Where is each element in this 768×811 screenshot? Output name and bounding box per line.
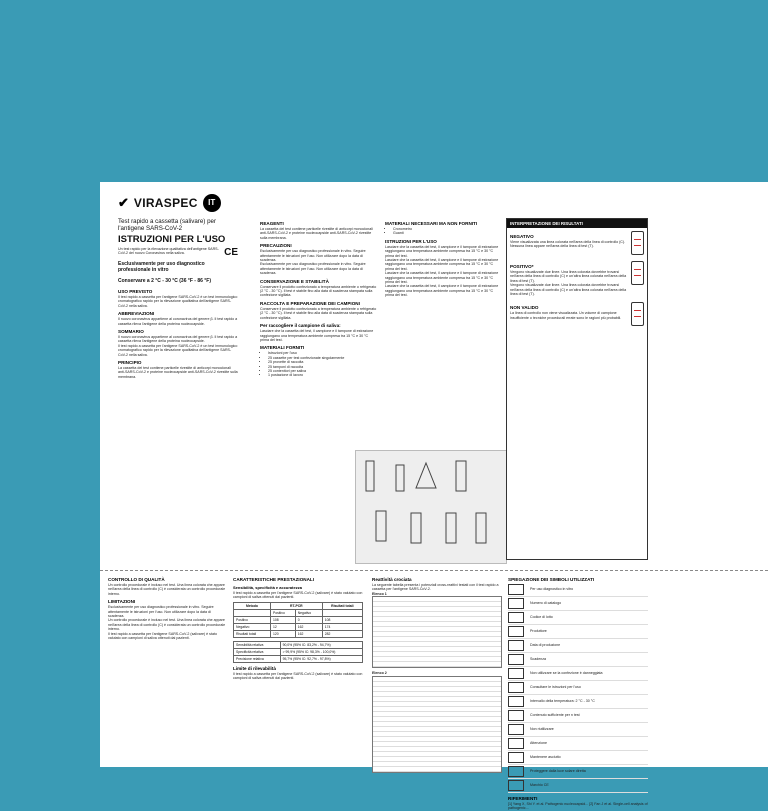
- symbol-row: [508, 583, 648, 597]
- list-item: • 25 tamponi di raccolta: [268, 365, 378, 369]
- heading-limite: Limite di rilevabilità: [233, 665, 276, 671]
- table-row: Precisione relativa 95,7% (95% IC: 92,7% - 97,8%): [234, 655, 363, 662]
- column-symbols: [508, 574, 648, 811]
- performance-table: [233, 602, 363, 638]
- heading-limitazioni: LIMITAZIONI: [108, 599, 136, 605]
- paragraph-riferimenti: [1] Yang X, Shi Y. et al. Pathogenic nucleocapsid... [2] Fan J et al. Single-cell analysis of pathogenic...: [508, 802, 648, 811]
- label-elenco-1: Elenco 1: [372, 591, 387, 596]
- paragraph-controllo-qualita: Un controllo procedurale è incluso nel test. Una linea colorata che appare nell'area della linea di controllo (C) è considerata un controllo procedurale interno.: [108, 583, 226, 596]
- heading-sensibilita: Sensibilità, specificità e accuratezza: [233, 585, 302, 590]
- column-quality: [108, 574, 226, 640]
- heading-principio: PRINCIPIO: [118, 360, 142, 366]
- symbol-label: Mantenere asciutto: [530, 755, 561, 760]
- storage-note: Conservare a 2 °C - 30 °C (36 °F - 86 °F): [118, 278, 212, 284]
- symbol-label: Non utilizzare se la confezione è danneggiata: [530, 671, 603, 676]
- symbol-label: Consultare le istruzioni per l'uso: [530, 685, 581, 690]
- professional-use-note: Esclusivamente per uso diagnostico professionale in vitro: [118, 261, 205, 273]
- symbol-label: Produttore: [530, 629, 547, 634]
- symbol-row: [508, 653, 648, 667]
- symbol-label: Numero di catalogo: [530, 601, 562, 606]
- paragraph-reattivita: La seguente tabella presenta i potenziali cross-reattivi testati con il test rapido a cassetta per l'antigene SARS-CoV-2.: [372, 583, 499, 592]
- viraspec-logo-icon: ✔: [118, 195, 129, 210]
- list-item: • Cronometro: [393, 227, 501, 231]
- symbol-row: [508, 751, 648, 765]
- column-performance: [233, 574, 363, 681]
- symbol-row: [508, 779, 648, 793]
- paragraph-precauzioni: Esclusivamente per uso diagnostico professionale in vitro. Seguire attentamente le istruzioni per l'uso. Non utilizzare dopo la data di scadenza.: [260, 249, 366, 263]
- symbol-row: [508, 611, 648, 625]
- cross-reactivity-table-2: [372, 676, 502, 773]
- paragraph-sensibilita: Il test rapido a cassetta per l'antigene SARS-CoV-2 (salivare) è stato valutato con campioni di saliva ottenuti dai pazienti.: [233, 591, 363, 600]
- column-2: [260, 218, 378, 378]
- interpretation-box: [506, 218, 648, 560]
- symbol-row: [508, 681, 648, 695]
- table-row: Positivo 108 0 108: [234, 616, 363, 623]
- heading-raccolta-saliva: Per raccogliere il campione di saliva:: [260, 323, 341, 329]
- symbol-row: [508, 639, 648, 653]
- list-item: • 25 cassette per test confezionate singolarmente: [268, 356, 378, 360]
- symbol-row: [508, 695, 648, 709]
- paragraph-non-valido: La linea di controllo non viene visualizzata. Un volume di campione insufficiente o tecniche procedurali errate sono le ragioni più probabili.: [510, 311, 622, 320]
- brand-name: VIRASPEC: [133, 196, 198, 210]
- heading-simboli: SPIEGAZIONE DEI SIMBOLI UTILIZZATI: [508, 577, 595, 582]
- paragraph-sommario-2: Il test rapido a cassetta per l'antigene SARS-CoV-2 è un test immunologico cromatografico rapido per la rilevazione qualitativa dell'antigene SARS-CoV-2 nella saliva.: [118, 343, 238, 357]
- paragraph-raccolta: Conservare il prodotto confezionato a temperatura ambiente o refrigerato (2 °C - 30 °C). Il test è stabile fino alla data di scadenza stampata sulla confezione sigillata.: [260, 306, 377, 320]
- column-cross-reactivity: [372, 574, 502, 773]
- symbol-row: [508, 723, 648, 737]
- paragraph-positivo: Vengono visualizzate due linee. Una linea colorata dovrebbe trovarsi nell'area della linea di controllo (C) e un'altra linea colorata nell'area della linea di test (T).: [510, 270, 627, 283]
- paragraph-precauzioni-2: Esclusivamente per uso diagnostico professionale in vitro. Seguire attentamente le istruzioni per l'uso. Non utilizzare dopo la data di scadenza.: [260, 262, 366, 276]
- intended-use-summary: Un test rapido per la rilevazione qualitativa dell'antigene SARS-CoV-2 del nuovo Coronavirus nella saliva.: [118, 247, 219, 256]
- symbol-icon: [508, 696, 524, 707]
- list-item: • 25 provette di raccolta: [268, 360, 378, 364]
- symbol-icon: [508, 766, 524, 777]
- symbol-icon: [508, 724, 524, 735]
- heading-reattivita: Reattività crociata: [372, 577, 412, 582]
- paragraph-negativo: Viene visualizzata una linea colorata nell'area della linea di controllo (C). Nessuna linea appare nell'area della linea di test (T).: [510, 240, 626, 249]
- paragraph-limitazioni-1: Esclusivamente per uso diagnostico professionale in vitro. Seguire attentamente le istruzioni per l'uso. Non utilizzare dopo la data di scadenza.: [108, 605, 214, 619]
- heading-sommario: SOMMARIO: [118, 329, 144, 335]
- cross-reactivity-table-1: [372, 596, 502, 668]
- list-item: • Istruzioni per l'uso: [268, 351, 378, 355]
- paragraph-istruzioni-4: Lasciare che la cassetta del test, il campione e il tampone di estrazione raggiungano una temperatura ambiente compresa tra 15 °C e 30 °C prima del test.: [385, 284, 499, 298]
- table-subheader: Negativo: [295, 609, 322, 616]
- table-row: Sensibilità relativa 90,0% (95% IC: 83,2% - 94,7%): [234, 641, 363, 648]
- symbol-label: Codice di lotto: [530, 615, 553, 620]
- metrics-table: [233, 641, 363, 663]
- table-row: Negativo 12 162 174: [234, 623, 363, 630]
- symbols-list: [508, 583, 648, 793]
- symbol-label: Marchio CE: [530, 783, 549, 788]
- table-row: Risultati totali 120 162 282: [234, 630, 363, 637]
- heading-caratteristiche: CARATTERISTICHE PRESTAZIONALI: [233, 577, 314, 582]
- symbol-icon: [508, 752, 524, 763]
- heading-conservazione: CONSERVAZIONE E STABILITÀ: [260, 278, 329, 284]
- column-3: [385, 218, 501, 298]
- procedure-diagram-icon: [356, 451, 506, 563]
- heading-abbreviazioni: ABBREVIAZIONI: [118, 311, 155, 317]
- symbol-icon: [508, 738, 524, 749]
- symbol-icon: [508, 598, 524, 609]
- heading-raccolta: RACCOLTA E PREPARAZIONE DEI CAMPIONI: [260, 300, 360, 306]
- cassette-invalid-icon: [631, 302, 644, 326]
- list-item: • Guanti: [393, 231, 501, 235]
- brand-header: [118, 194, 238, 212]
- symbol-icon: [508, 668, 524, 679]
- list-item: • 25 contenitori per saliva: [268, 369, 378, 373]
- symbol-label: Scadenza: [530, 657, 546, 662]
- heading-uso-previsto: USO PREVISTO: [118, 289, 153, 294]
- symbol-label: Per uso diagnostico in vitro: [530, 587, 574, 592]
- list-item: • 1 postazione di lavoro: [268, 373, 378, 377]
- symbol-row: [508, 737, 648, 751]
- paragraph-conservazione: Conservare il prodotto confezionato a temperatura ambiente o refrigerato (2 °C - 30 °C). Il test è stabile fino alla data di scadenza stampata sulla confezione sigillata.: [260, 284, 377, 298]
- symbol-label: Attenzione: [530, 741, 547, 746]
- cassette-negative-icon: [631, 231, 644, 255]
- table-row: Specificità relativa > 99,9% (95% IC: 98,3% - 100,0%): [234, 648, 363, 655]
- table-subheader: Positivo: [270, 609, 295, 616]
- symbol-icon: [508, 626, 524, 637]
- symbol-label: Contenuto sufficiente per n test: [530, 713, 580, 718]
- paragraph-istruzioni-1: Lasciare che la cassetta del test, il campione e il tampone di estrazione raggiungano una temperatura ambiente compresa tra 15 °C e 30 °C prima del test.: [385, 244, 499, 258]
- table-header: RT-PCR: [270, 602, 322, 609]
- paragraph-reagenti: La cassetta del test contiene particelle rivestite di anticorpi monoclonali anti-SARS-CoV-2 e proteine nucleocapside anti-SARS-CoV-2 rivestite sulla membrana.: [260, 227, 373, 240]
- paragraph-raccolta-saliva: Lasciare che la cassetta del test, il campione e il tampone di estrazione raggiungano una temperatura ambiente compresa tra 15 °C e 30 °C prima del test.: [260, 329, 374, 342]
- heading-positivo: POSITIVO*: [510, 264, 534, 269]
- heading-interpretazione: INTERPRETAZIONE DEI RISULTATI: [507, 219, 647, 228]
- symbol-row: [508, 667, 648, 681]
- symbol-icon: [508, 710, 524, 721]
- heading-negativo: NEGATIVO: [510, 234, 534, 239]
- symbol-label: Data di produzione: [530, 643, 561, 648]
- paragraph-limitazioni-3: Il test rapido a cassetta per l'antigene SARS-CoV-2 (salivare) è stato valutato con campioni di saliva ottenuti dai pazienti.: [108, 631, 217, 641]
- symbol-icon: [508, 640, 524, 651]
- heading-istruzioni: ISTRUZIONI PER L'USO: [385, 238, 437, 244]
- symbol-row: [508, 765, 648, 779]
- ce-mark-icon: CE: [224, 247, 238, 258]
- symbol-row: [508, 625, 648, 639]
- document-title: ISTRUZIONI PER L'USO: [118, 234, 226, 245]
- page-divider: [100, 570, 768, 571]
- paragraph-istruzioni-3: Lasciare che la cassetta del test, il campione e il tampone di estrazione raggiungano una temperatura ambiente compresa tra 15 °C e 30 °C prima del test.: [385, 271, 499, 285]
- materials-provided-list: [260, 351, 378, 377]
- column-1: [118, 194, 238, 379]
- symbol-label: Proteggere dalla luce solare diretta: [530, 769, 586, 774]
- paragraph-limite: Il test rapido a cassetta per l'antigene SARS-CoV-2 (salivare) è stato valutato con campioni di saliva ottenuti dai pazienti.: [233, 671, 363, 681]
- symbol-icon: [508, 654, 524, 665]
- paragraph-principio: La cassetta del test contiene particelle rivestite di anticorpi monoclonali anti-SARS-CoV-2 e proteine nucleocapside anti-SARS-CoV-2 rivestite sulla membrana.: [118, 366, 238, 379]
- heading-reagenti: REAGENTI: [260, 221, 284, 226]
- instruction-leaflet: [100, 182, 768, 811]
- symbol-icon: [508, 780, 524, 791]
- table-header: Metodo: [234, 602, 271, 609]
- heading-materiali-forniti: MATERIALI FORNITI: [260, 345, 305, 351]
- paragraph-istruzioni-2: Lasciare che la cassetta del test, il campione e il tampone di estrazione raggiungano una temperatura ambiente compresa tra 15 °C e 30 °C prima del test.: [385, 258, 499, 271]
- materials-needed-list: [385, 227, 501, 236]
- cassette-positive-icon: [631, 261, 644, 285]
- heading-materiali-necessari: MATERIALI NECESSARI MA NON FORNITI: [385, 221, 478, 226]
- symbol-icon: [508, 612, 524, 623]
- heading-precauzioni: PRECAUZIONI: [260, 243, 292, 249]
- table-header: Risultati totali: [322, 602, 362, 609]
- paragraph-uso-previsto: Il test rapido a cassetta per l'antigene SARS-CoV-2 è un test immunologico cromatografico rapido per la rilevazione qualitativa dell'antigene SARS-CoV-2 nella saliva.: [118, 295, 238, 308]
- heading-non-valido: NON VALIDO: [510, 305, 539, 311]
- heading-controllo-qualita: CONTROLLO DI QUALITÀ: [108, 577, 165, 582]
- symbol-icon: [508, 584, 524, 595]
- procedure-illustration: [355, 450, 507, 564]
- paragraph-sommario: Il nuovo coronavirus appartiene al coronavirus del genere β. Il test rapido a cassetta rileva l'antigene della proteina nucleocapside.: [118, 335, 238, 344]
- language-badge: IT: [203, 194, 221, 212]
- symbol-label: Intervallo della temperatura: 2 °C - 30 °C: [530, 699, 595, 704]
- label-elenco-2: Elenco 2: [372, 671, 387, 676]
- paragraph-positivo-2: Vengono visualizzate due linee. Una linea colorata dovrebbe trovarsi nell'area della linea di controllo (C) e un'altra linea colorata nell'area della linea di test (T).: [510, 283, 627, 297]
- symbol-label: Non riutilizzare: [530, 727, 554, 732]
- symbol-row: [508, 597, 648, 611]
- product-subtitle: Test rapido a cassetta (salivare) per l'antigene SARS-CoV-2: [118, 218, 217, 232]
- symbol-row: [508, 709, 648, 723]
- symbol-icon: [508, 682, 524, 693]
- paragraph-abbreviazioni: Il nuovo coronavirus appartiene al coronavirus del genere β. Il test rapido a cassetta rileva l'antigene della proteina nucleocapside.: [118, 317, 238, 326]
- paragraph-limitazioni-2: Un controllo procedurale è incluso nel test. Una linea colorata che appare nell'area della linea di controllo (C) è considerata un controllo procedurale interno.: [108, 618, 226, 632]
- heading-riferimenti: RIFERIMENTI: [508, 796, 538, 801]
